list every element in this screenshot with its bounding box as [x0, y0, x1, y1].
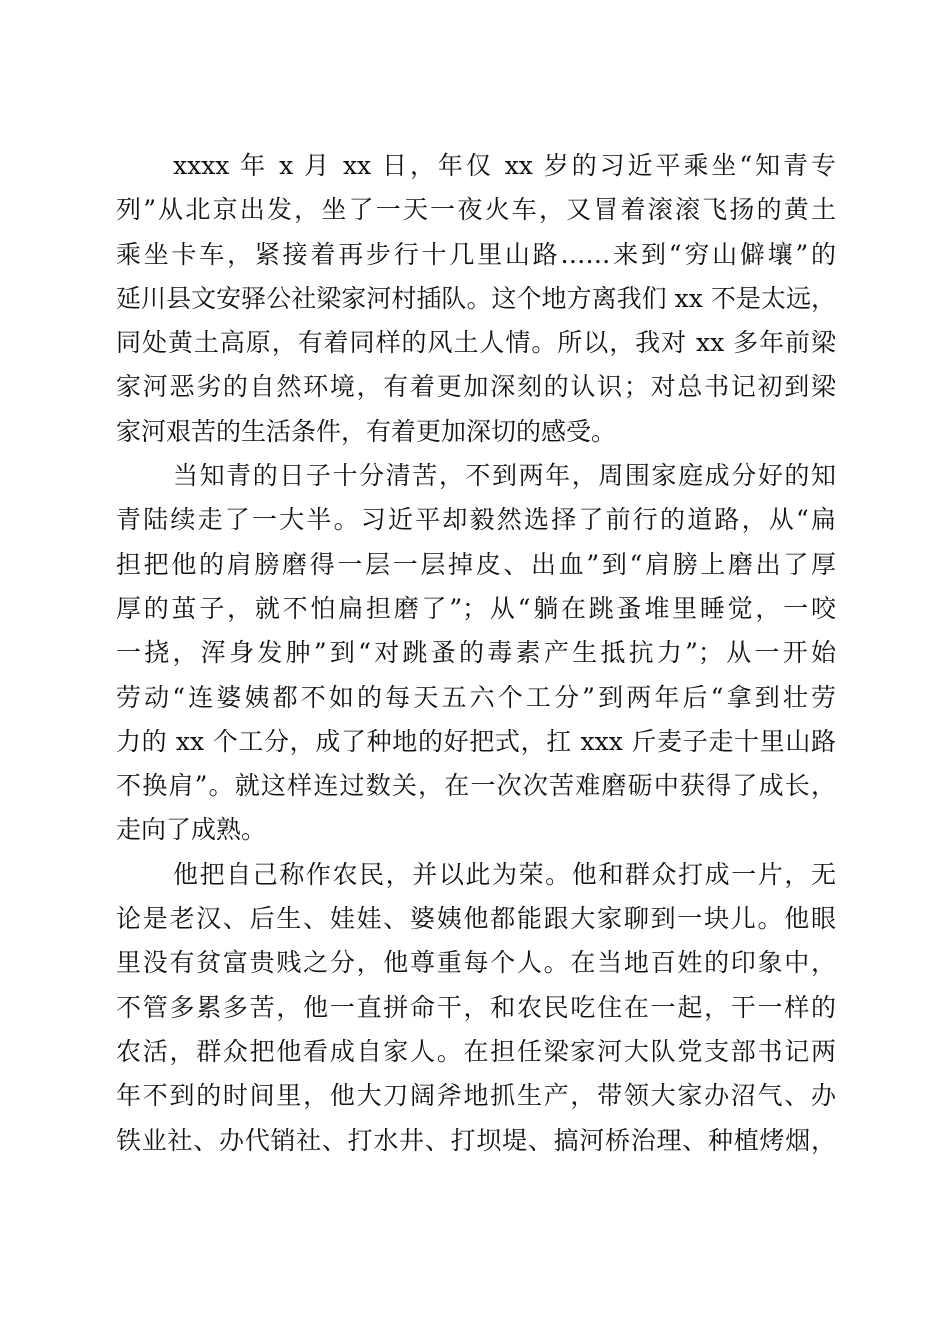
text-line: 论是老汉、后生、娃娃、婆姨他都能跟大家聊到一块儿。他眼	[116, 904, 836, 934]
text-line: 列”从北京出发，坐了一天一夜火车，又冒着滚滚飞扬的黄土	[116, 195, 836, 225]
text-line: 家河恶劣的自然环境，有着更加深刻的认识；对总书记初到梁	[116, 372, 836, 402]
text-line: xxxx 年 x 月 xx 日，年仅 xx 岁的习近平乘坐“知青专	[173, 151, 836, 180]
text-line: 担把他的肩膀磨得一层一层掉皮、出血”到“肩膀上磨出了厚	[116, 549, 836, 579]
text-line: 走向了成熟。	[116, 815, 267, 845]
text-line: 延川县文安驿公社梁家河村插队。这个地方离我们 xx 不是太远，	[116, 283, 836, 313]
paragraph-1	[116, 144, 836, 454]
text-line: 劳动“连婆姨都不如的每天五六个工分”到两年后“拿到壮劳	[116, 682, 836, 712]
body-text	[116, 144, 836, 1163]
text-line: 不管多累多苦，他一直拼命干，和农民吃住在一起，干一样的	[116, 992, 836, 1022]
text-line: 不换肩”。就这样连过数关，在一次次苦难磨砺中获得了成长，	[116, 771, 836, 801]
text-line: 家河艰苦的生活条件，有着更加深切的感受。	[116, 416, 617, 446]
text-line: 同处黄土高原，有着同样的风土人情。所以，我对 xx 多年前梁	[116, 328, 836, 358]
text-line: 当知青的日子十分清苦，不到两年，周围家庭成分好的知	[173, 461, 836, 491]
text-line: 里没有贫富贵贱之分，他尊重每个人。在当地百姓的印象中，	[116, 948, 836, 978]
text-line: 一挠，浑身发肿”到“对跳蚤的毒素产生抵抗力”；从一开始	[116, 638, 836, 668]
text-line: 力的 xx 个工分，成了种地的好把式，扛 xxx 斤麦子走十里山路	[116, 726, 836, 756]
text-line: 厚的茧子，就不怕扁担磨了”；从“躺在跳蚤堆里睡觉，一咬	[116, 593, 836, 623]
text-line: 年不到的时间里，他大刀阔斧地抓生产，带领大家办沼气、办	[116, 1081, 836, 1111]
text-line: 乘坐卡车，紧接着再步行十几里山路……来到“穷山僻壤”的	[116, 239, 836, 269]
paragraph-2	[116, 454, 836, 853]
text-line: 青陆续走了一大半。习近平却毅然选择了前行的道路，从“扁	[116, 505, 836, 535]
text-line: 农活，群众把他看成自家人。在担任梁家河大队党支部书记两	[116, 1036, 836, 1066]
text-line: 他把自己称作农民，并以此为荣。他和群众打成一片，无	[173, 859, 836, 889]
paragraph-3	[116, 853, 836, 1163]
text-line: 铁业社、办代销社、打水井、打坝堤、搞河桥治理、种植烤烟，	[116, 1125, 836, 1155]
